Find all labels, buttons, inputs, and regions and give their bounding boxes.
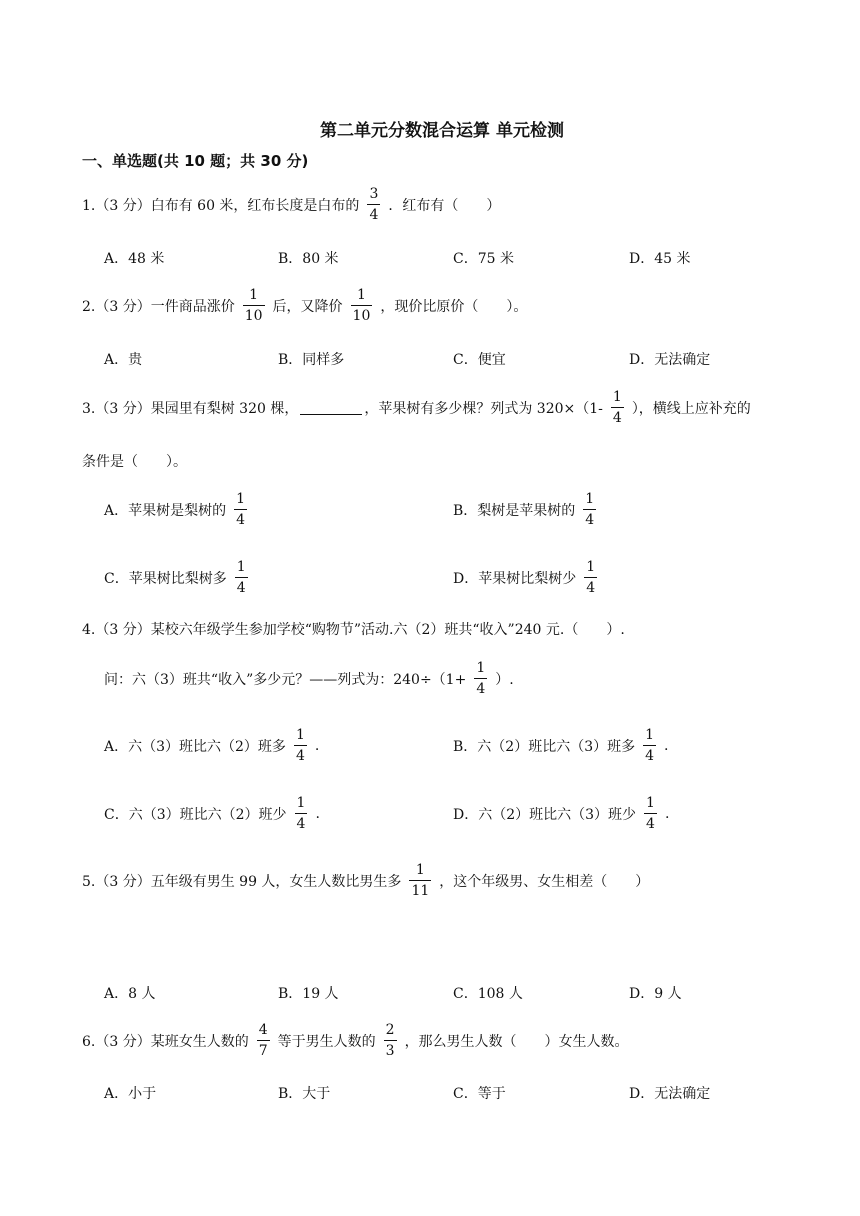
option-d[interactable]: [453, 795, 669, 832]
fraction-denominator: 7: [258, 1043, 268, 1059]
fraction-denominator: 4: [646, 816, 655, 832]
option-a-text: A．苹果树是梨树的: [104, 502, 227, 519]
option-b[interactable]: B．19 人: [278, 986, 339, 1002]
fraction: [584, 559, 597, 596]
question-1-suffix: ．红布有（ ）: [388, 197, 501, 214]
question-3-line2: 条件是（ ）。: [82, 454, 187, 470]
fraction: [294, 727, 307, 764]
option-c[interactable]: [104, 795, 320, 832]
option-c[interactable]: C．108 人: [453, 986, 523, 1002]
fraction-numerator: 1: [295, 727, 305, 743]
fraction-numerator: 1: [645, 727, 655, 743]
fraction-denominator: 4: [586, 580, 596, 596]
fraction-numerator: 1: [236, 559, 246, 575]
fraction-denominator: 4: [236, 512, 246, 528]
option-d[interactable]: D．45 米: [629, 251, 691, 267]
option-d[interactable]: D．无法确定: [629, 352, 711, 368]
option-b-text: B．六（2）班比六（3）班多: [453, 738, 636, 755]
fraction-bar: [367, 204, 380, 205]
option-d-text: D．六（2）班比六（3）班少: [453, 806, 637, 823]
option-d[interactable]: D．无法确定: [629, 1086, 711, 1102]
question-4-line2-prefix: 问：六（3）班共“收入”多少元？——列式为：240÷（1+: [104, 671, 467, 688]
option-d[interactable]: D．9 人: [629, 986, 682, 1002]
fraction-bar: [583, 509, 596, 510]
fraction-bar: [351, 305, 373, 306]
question-6-middle: 等于男生人数的: [277, 1033, 376, 1050]
fraction-numerator: 1: [415, 862, 425, 878]
fraction-numerator: 1: [236, 491, 246, 507]
fraction: [644, 795, 657, 832]
option-b[interactable]: [453, 491, 604, 528]
option-b-text: B．梨树是苹果树的: [453, 502, 576, 519]
question-4-line2: [104, 660, 514, 697]
fraction-numerator: 2: [385, 1022, 395, 1038]
option-d-end: .: [664, 805, 670, 822]
fraction-denominator: 10: [352, 308, 371, 324]
fraction: [474, 660, 487, 697]
fraction-bar: [644, 813, 657, 814]
question-5: [82, 862, 649, 899]
section-heading: 一、单选题(共 10 题；共 30 分): [82, 152, 309, 170]
fraction-numerator: 1: [249, 287, 259, 303]
question-3-middle: ，苹果树有多少棵？列式为 320×（1-: [364, 400, 603, 417]
fraction-bar: [243, 305, 265, 306]
fraction: [235, 559, 248, 596]
option-a-text: A．六（3）班比六（2）班多: [104, 738, 286, 755]
question-2-suffix: ，现价比原价（ ）。: [380, 298, 528, 315]
option-b[interactable]: [453, 727, 668, 764]
question-3-suffix: ），横线上应补充的: [631, 400, 751, 417]
fraction-bar: [257, 1040, 270, 1041]
option-b-end: .: [664, 737, 669, 754]
fraction-bar: [295, 813, 308, 814]
question-3-prefix: 3.（3 分）果园里有梨树 320 棵，: [82, 400, 299, 417]
fraction-numerator: 3: [369, 186, 379, 202]
option-c-end: .: [315, 805, 320, 822]
option-d-text: D．苹果树比梨树少: [453, 570, 577, 587]
fraction-bar: [234, 509, 247, 510]
option-c-text: C．六（3）班比六（2）班少: [104, 806, 287, 823]
question-3: [82, 389, 751, 426]
question-5-prefix: 5.（3 分）五年级有男生 99 人，女生人数比男生多: [82, 873, 402, 890]
question-1: [82, 186, 500, 223]
fraction-bar: [474, 678, 487, 679]
fraction-denominator: 4: [296, 816, 306, 832]
fraction-bar: [643, 745, 656, 746]
question-4: 4.（3 分）某校六年级学生参加学校“购物节”活动.六（2）班共“收入”240 元.（ ）.: [82, 622, 625, 638]
fraction-denominator: 4: [612, 410, 622, 426]
fraction-denominator: 11: [411, 883, 430, 899]
fraction-denominator: 4: [585, 512, 595, 528]
question-6-suffix: ，那么男生人数（ ）女生人数。: [404, 1033, 629, 1050]
fraction-denominator: 10: [244, 308, 263, 324]
question-4-line2-suffix: ）.: [495, 671, 514, 688]
question-5-suffix: ，这个年级男、女生相差（ ）: [439, 873, 650, 890]
fraction: [243, 287, 265, 324]
option-a[interactable]: [104, 727, 319, 764]
fraction-numerator: 4: [258, 1022, 268, 1038]
option-a[interactable]: A．48 米: [104, 251, 165, 267]
fraction: [611, 389, 624, 426]
fraction-bar: [235, 577, 248, 578]
fraction: [234, 491, 247, 528]
question-6: [82, 1022, 629, 1059]
fraction-bar: [409, 880, 431, 881]
fraction-numerator: 1: [296, 795, 306, 811]
fraction-numerator: 1: [585, 491, 595, 507]
fraction: [583, 491, 596, 528]
option-a[interactable]: A．贵: [104, 352, 143, 368]
fraction-bar: [384, 1040, 397, 1041]
question-2-prefix: 2.（3 分）一件商品涨价: [82, 298, 235, 315]
question-2: [82, 287, 527, 324]
option-c[interactable]: C．便宜: [453, 352, 506, 368]
answer-blank: [300, 400, 362, 415]
fraction: [643, 727, 656, 764]
option-a[interactable]: A．小于: [104, 1086, 157, 1102]
option-b[interactable]: B．同样多: [278, 352, 345, 368]
fraction: [257, 1022, 270, 1059]
option-d[interactable]: [453, 559, 605, 596]
fraction: [409, 862, 431, 899]
question-2-middle: 后，又降价: [272, 298, 343, 315]
fraction: [351, 287, 373, 324]
fraction-bar: [584, 577, 597, 578]
option-a[interactable]: [104, 491, 255, 528]
fraction: [295, 795, 308, 832]
fraction-denominator: 3: [385, 1043, 395, 1059]
question-1-prefix: 1.（3 分）白布有 60 米，红布长度是白布的: [82, 197, 360, 214]
fraction-numerator: 1: [612, 389, 622, 405]
page-title: 第二单元分数混合运算 单元检测: [320, 121, 564, 141]
fraction-denominator: 4: [369, 207, 379, 223]
option-b[interactable]: B．80 米: [278, 251, 339, 267]
option-c[interactable]: C．75 米: [453, 251, 514, 267]
fraction-numerator: 1: [586, 559, 596, 575]
option-c[interactable]: C．等于: [453, 1086, 506, 1102]
fraction: [367, 186, 380, 223]
question-6-prefix: 6.（3 分）某班女生人数的: [82, 1033, 249, 1050]
fraction: [384, 1022, 397, 1059]
fraction-denominator: 4: [476, 681, 486, 697]
option-a[interactable]: A．8 人: [104, 986, 156, 1002]
fraction-bar: [294, 745, 307, 746]
fraction-bar: [611, 407, 624, 408]
fraction-numerator: 1: [357, 287, 366, 303]
option-a-end: .: [314, 737, 320, 754]
fraction-denominator: 4: [645, 748, 655, 764]
option-c[interactable]: [104, 559, 256, 596]
fraction-denominator: 4: [295, 748, 305, 764]
option-b[interactable]: B．大于: [278, 1086, 331, 1102]
fraction-numerator: 1: [646, 795, 655, 811]
fraction-numerator: 1: [476, 660, 486, 676]
option-c-text: C．苹果树比梨树多: [104, 570, 227, 587]
fraction-denominator: 4: [236, 580, 246, 596]
